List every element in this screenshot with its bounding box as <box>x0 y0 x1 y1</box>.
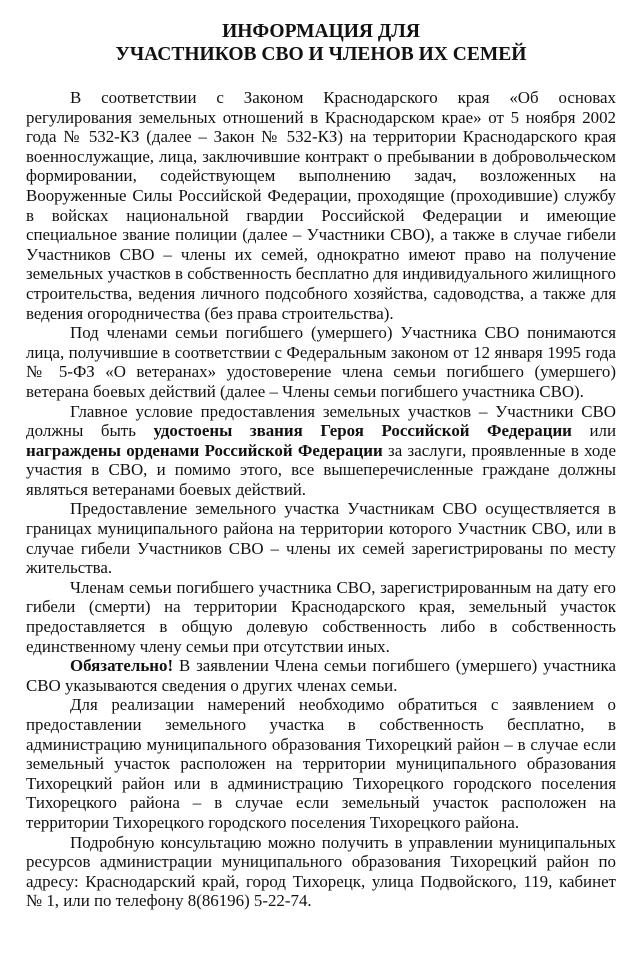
mandatory-label: Обязательно! <box>70 656 174 676</box>
paragraph-main-condition <box>26 402 616 500</box>
hero-title-emphasis: удостоены звания Героя Российской Федерации <box>153 421 572 441</box>
paragraph-municipal-boundaries: Предоставление земельного участка Участникам СВО осуществляется в границах муниципального района на территории которого Участник СВО, или в случае гибели Участников СВО – члены их семей зарегистрированы по месту жительства. <box>26 499 616 578</box>
orders-emphasis: награждены орденами Российской Федерации <box>26 440 383 460</box>
paragraph-consultation-contacts: Подробную консультацию можно получить в управлении муниципальных ресурсов администрации муниципального образования Тихорецкий район по адресу: Краснодарский край, город Тихорецк, улица Подвойского, 119, кабинет № 1, или по телефону 8(86196) 5-22-74. <box>26 832 616 911</box>
mandatory-text: В заявлении Члена семьи погибшего (умершего) участника СВО указываются сведения о других членах семьи. <box>26 656 616 695</box>
document-title <box>26 20 616 66</box>
paragraph-shared-ownership: Членам семьи погибшего участника СВО, зарегистрированным на дату его гибели (смерти) на территории Краснодарского края, земельный участок предоставляется в общую долевую собственность либо в собственность единственному члену семьи при отсутствии иных. <box>26 577 616 656</box>
paragraph-mandatory-note <box>26 656 616 695</box>
paragraph-law-rights: В соответствии с Законом Краснодарского края «Об основах регулирования земельных отношений в Краснодарском крае» от 5 ноября 2002 года № 532-КЗ (далее – Закон № 532-КЗ) на территории Краснодарского края военнослужащие, лица, заключившие контракт о пребывании в добровольческом формировании, содействующем выполнению задач, возложенных на Вооруженные Силы Российской Федерации, проходящие (проходившие) службу в войсках национальной гвардии Российской Федерации и имеющие специальное звание полиции (далее – Участники СВО), а также в случае гибели Участников СВО – члены их семей, однократно имеют право на получение земельных участков в собственность бесплатно для индивидуального жилищного строительства, ведения личного подсобного хозяйства, садоводства, а также для ведения огородничества (без права строительства). <box>26 88 616 323</box>
paragraph-application-process: Для реализации намерений необходимо обратиться с заявлением о предоставлении земельного участка в собственность бесплатно, в администрацию муниципального образования Тихорецкий район – в случае если земельный участок расположен на территории муниципального образования Тихорецкий район или в администрацию Тихорецкого городского поселения Тихорецкого района – в случае если земельный участок расположен на территории Тихорецкого городского поселения Тихорецкого района. <box>26 695 616 832</box>
main-condition-text-3: за заслуги, проявленные в ходе участия в СВО, и помимо этого, все вышеперечисленные граждане должны являться ветеранами боевых действий. <box>26 440 616 499</box>
main-condition-text-1: Главное условие предоставления земельных участков – Участники СВО должны быть <box>26 401 616 441</box>
paragraph-family-definition: Под членами семьи погибшего (умершего) Участника СВО понимаются лица, получившие в соответствии с Федеральным законом от 12 января 1995 года № 5-ФЗ «О ветеранах» удостоверение члена семьи погибшего (умершего) ветерана боевых действий (далее – Члены семьи погибшего участника СВО). <box>26 323 616 401</box>
title-line-2: УЧАСТНИКОВ СВО И ЧЛЕНОВ ИХ СЕМЕЙ <box>115 44 527 65</box>
title-line-1: ИНФОРМАЦИЯ ДЛЯ <box>222 21 420 42</box>
main-condition-text-2: или <box>571 421 616 441</box>
